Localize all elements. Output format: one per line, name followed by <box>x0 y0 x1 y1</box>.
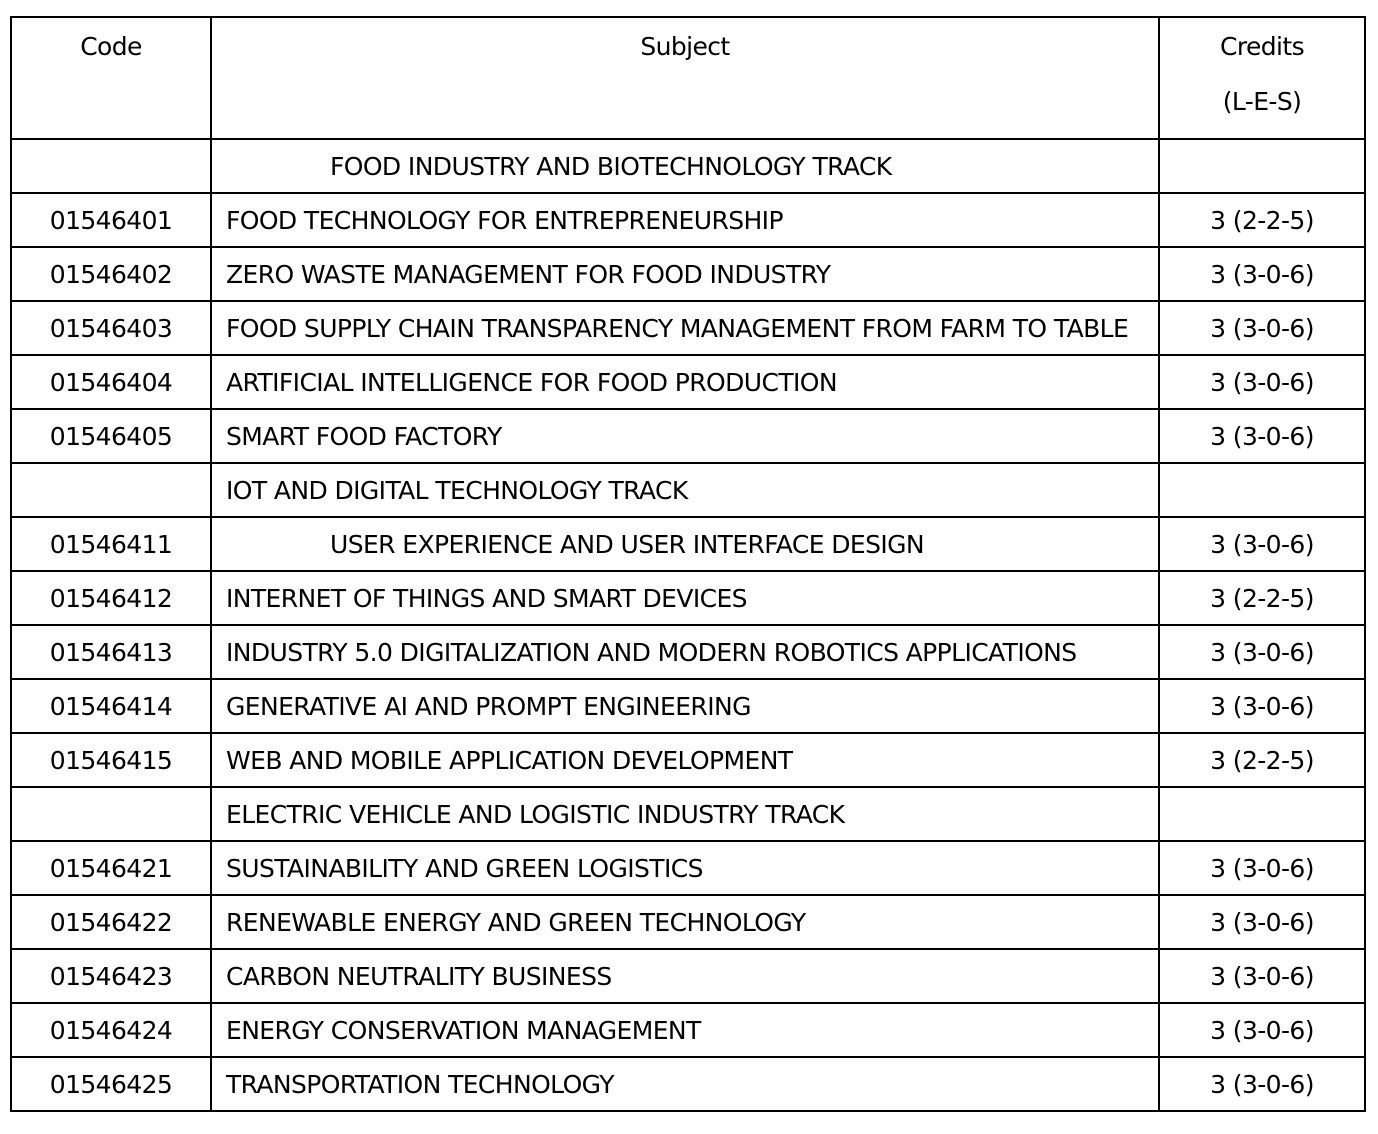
course-code: 01546425 <box>11 1057 211 1111</box>
course-credits: 3 (3-0-6) <box>1159 895 1365 949</box>
track-heading-row <box>11 139 1365 193</box>
table-row <box>11 301 1365 355</box>
table-row <box>11 571 1365 625</box>
header-credits <box>1159 17 1365 139</box>
course-credits <box>1159 787 1365 841</box>
course-subject: SMART FOOD FACTORY <box>211 409 1159 463</box>
course-subject: TRANSPORTATION TECHNOLOGY <box>211 1057 1159 1111</box>
table-row <box>11 625 1365 679</box>
course-credits: 3 (2-2-5) <box>1159 193 1365 247</box>
course-credits: 3 (3-0-6) <box>1159 517 1365 571</box>
course-credits: 3 (3-0-6) <box>1159 625 1365 679</box>
course-code: 01546402 <box>11 247 211 301</box>
curriculum-table <box>10 16 1366 1112</box>
course-subject: SUSTAINABILITY AND GREEN LOGISTICS <box>211 841 1159 895</box>
course-credits: 3 (3-0-6) <box>1159 679 1365 733</box>
table-row <box>11 355 1365 409</box>
course-code <box>11 787 211 841</box>
course-credits: 3 (3-0-6) <box>1159 301 1365 355</box>
course-subject: RENEWABLE ENERGY AND GREEN TECHNOLOGY <box>211 895 1159 949</box>
track-heading-row <box>11 787 1365 841</box>
course-subject: ARTIFICIAL INTELLIGENCE FOR FOOD PRODUCTION <box>211 355 1159 409</box>
track-heading-row <box>11 463 1365 517</box>
track-title: FOOD INDUSTRY AND BIOTECHNOLOGY TRACK <box>211 139 1159 193</box>
course-subject: FOOD TECHNOLOGY FOR ENTREPRENEURSHIP <box>211 193 1159 247</box>
course-code: 01546415 <box>11 733 211 787</box>
course-code: 01546411 <box>11 517 211 571</box>
course-credits: 3 (3-0-6) <box>1159 949 1365 1003</box>
course-code: 01546403 <box>11 301 211 355</box>
course-subject: CARBON NEUTRALITY BUSINESS <box>211 949 1159 1003</box>
table-row <box>11 895 1365 949</box>
course-credits: 3 (3-0-6) <box>1159 247 1365 301</box>
course-code: 01546421 <box>11 841 211 895</box>
track-title: ELECTRIC VEHICLE AND LOGISTIC INDUSTRY TRACK <box>211 787 1159 841</box>
table-row <box>11 517 1365 571</box>
course-credits: 3 (2-2-5) <box>1159 571 1365 625</box>
table-row <box>11 193 1365 247</box>
course-credits: 3 (3-0-6) <box>1159 1003 1365 1057</box>
table-row <box>11 679 1365 733</box>
table-row <box>11 1003 1365 1057</box>
track-title: IOT AND DIGITAL TECHNOLOGY TRACK <box>211 463 1159 517</box>
course-subject: WEB AND MOBILE APPLICATION DEVELOPMENT <box>211 733 1159 787</box>
course-credits: 3 (2-2-5) <box>1159 733 1365 787</box>
course-credits: 3 (3-0-6) <box>1159 355 1365 409</box>
course-code: 01546422 <box>11 895 211 949</box>
table-row <box>11 949 1365 1003</box>
course-subject: USER EXPERIENCE AND USER INTERFACE DESIGN <box>211 517 1159 571</box>
course-code: 01546423 <box>11 949 211 1003</box>
course-code: 01546404 <box>11 355 211 409</box>
course-credits: 3 (3-0-6) <box>1159 1057 1365 1111</box>
course-subject: ZERO WASTE MANAGEMENT FOR FOOD INDUSTRY <box>211 247 1159 301</box>
course-code: 01546414 <box>11 679 211 733</box>
course-subject: FOOD SUPPLY CHAIN TRANSPARENCY MANAGEMENT FROM FARM TO TABLE <box>211 301 1159 355</box>
course-credits: 3 (3-0-6) <box>1159 841 1365 895</box>
table-row <box>11 409 1365 463</box>
header-row <box>11 17 1365 139</box>
course-code <box>11 139 211 193</box>
table-row <box>11 247 1365 301</box>
course-subject: INTERNET OF THINGS AND SMART DEVICES <box>211 571 1159 625</box>
table-row <box>11 733 1365 787</box>
course-code: 01546412 <box>11 571 211 625</box>
course-code <box>11 463 211 517</box>
course-subject: INDUSTRY 5.0 DIGITALIZATION AND MODERN ROBOTICS APPLICATIONS <box>211 625 1159 679</box>
course-subject: GENERATIVE AI AND PROMPT ENGINEERING <box>211 679 1159 733</box>
header-subject: Subject <box>211 17 1159 139</box>
header-code: Code <box>11 17 211 139</box>
course-credits: 3 (3-0-6) <box>1159 409 1365 463</box>
course-credits <box>1159 139 1365 193</box>
table-row <box>11 841 1365 895</box>
course-code: 01546413 <box>11 625 211 679</box>
course-subject: ENERGY CONSERVATION MANAGEMENT <box>211 1003 1159 1057</box>
table-row <box>11 1057 1365 1111</box>
course-code: 01546424 <box>11 1003 211 1057</box>
header-credits-format: (L-E-S) <box>1222 87 1302 116</box>
table-body <box>11 139 1365 1111</box>
course-code: 01546401 <box>11 193 211 247</box>
course-code: 01546405 <box>11 409 211 463</box>
header-credits-label: Credits <box>1219 32 1304 61</box>
course-credits <box>1159 463 1365 517</box>
